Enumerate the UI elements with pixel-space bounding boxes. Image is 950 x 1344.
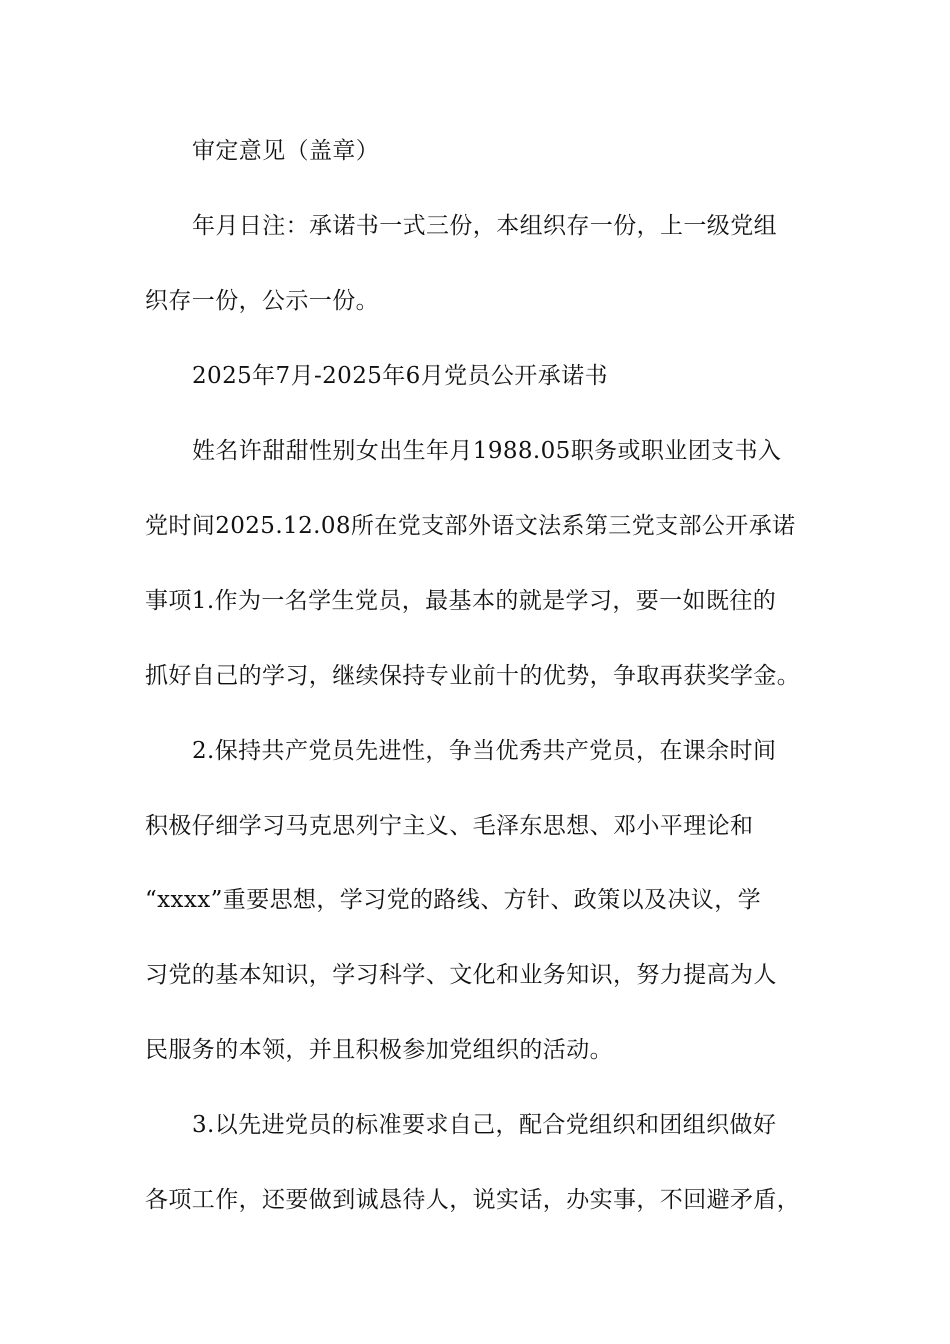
body-line: 姓名许甜甜性别女出生年月1988.05职务或职业团支书入 bbox=[192, 438, 782, 464]
body-line: 各项工作，还要做到诚恳待人，说实话，办实事，不回避矛盾， bbox=[145, 1187, 801, 1213]
body-line: 积极仔细学习马克思列宁主义、毛泽东思想、邓小平理论和 bbox=[145, 813, 754, 839]
pledge-title: 2025年7月-2025年6月党员公开承诺书 bbox=[192, 363, 608, 389]
body-line: 抓好自己的学习，继续保持专业前十的优势，争取再获奖学金。 bbox=[145, 663, 801, 689]
body-line: 事项1.作为一名学生党员，最基本的就是学习，要一如既往的 bbox=[145, 588, 777, 614]
note-line-1: 年月日注：承诺书一式三份，本组织存一份，上一级党组 bbox=[192, 213, 777, 239]
body-line: 党时间2025.12.08所在党支部外语文法系第三党支部公开承诺 bbox=[145, 513, 796, 539]
body-line: 3.以先进党员的标准要求自己，配合党组织和团组织做好 bbox=[192, 1112, 777, 1138]
body-line: 习党的基本知识，学习科学、文化和业务知识，努力提高为人 bbox=[145, 962, 777, 988]
body-line: 2.保持共产党员先进性，争当优秀共产党员，在课余时间 bbox=[192, 738, 777, 764]
review-opinion-line: 审定意见（盖章） bbox=[192, 138, 380, 164]
body-line: 民服务的本领，并且积极参加党组织的活动。 bbox=[145, 1037, 613, 1063]
note-line-2: 织存一份，公示一份。 bbox=[145, 288, 379, 314]
body-line: “xxxx”重要思想，学习党的路线、方针、政策以及决议，学 bbox=[145, 887, 762, 913]
